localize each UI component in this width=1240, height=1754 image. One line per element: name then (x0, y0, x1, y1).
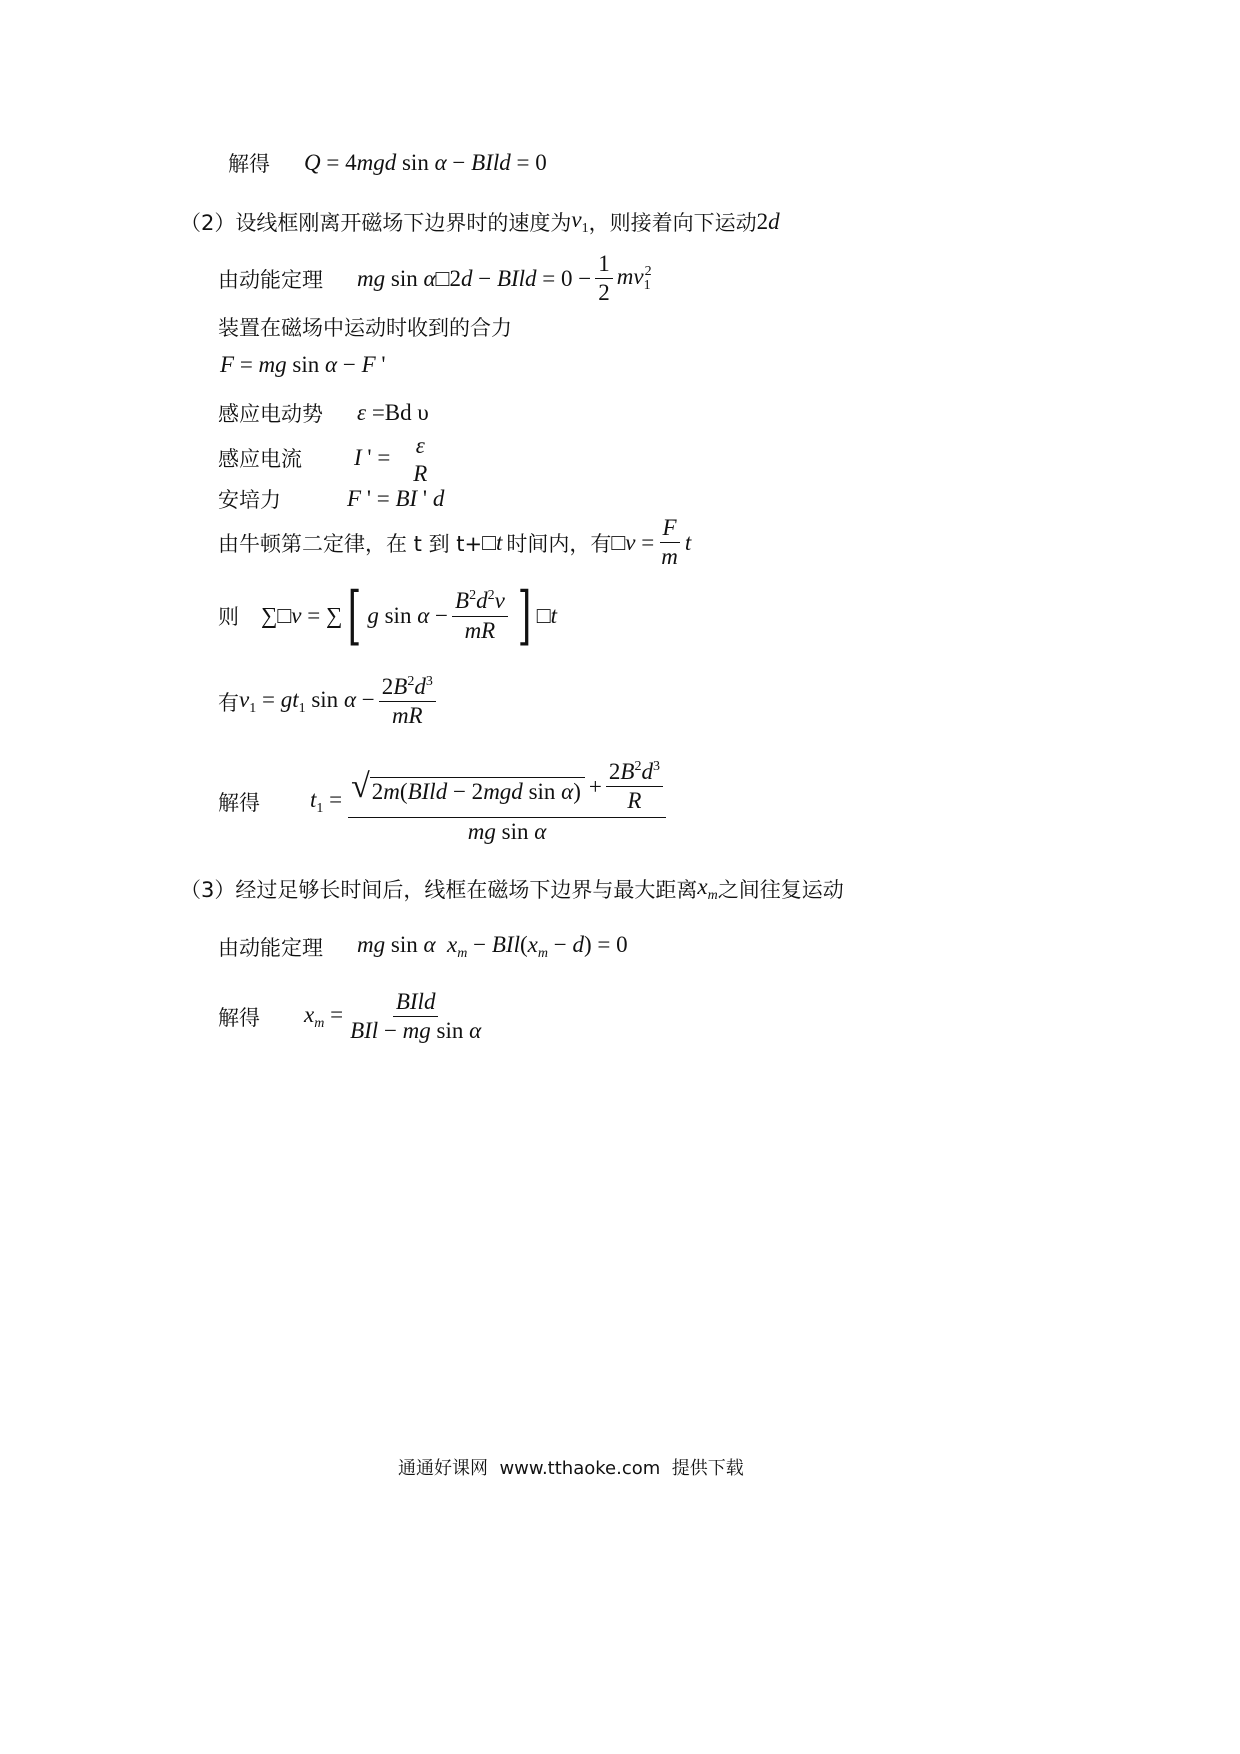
solve-x-label: 解得 (218, 1005, 260, 1030)
current-line (218, 430, 434, 486)
energy-eq2-line (218, 932, 628, 962)
part3-intro-line (180, 874, 844, 904)
2b2d3-over-r: $\frac{2B^2d^3}{R}$ (606, 760, 663, 813)
sqrt-term: √ 2m(BIld − 2mgd sin α) (351, 770, 585, 804)
then-label: 则 (218, 605, 239, 629)
net-force-label-line (218, 312, 512, 342)
part2-intro-tail: ，则接着向下运动 (588, 211, 757, 235)
ampere-line (218, 484, 444, 514)
epsilon-over-r: ε R (413, 433, 428, 487)
f-over-m: $\frac{F}{m}$ (661, 515, 678, 570)
ampere-eq: F ' = BI ' d (347, 486, 445, 511)
xm-eq: $x_m$ = (304, 1001, 344, 1031)
v1-symbol: $v_1$ (571, 207, 589, 236)
half-fraction: $\frac{1}{2}$ (595, 252, 613, 305)
footer-text: 通通好课网 www.tthaoke.com 提供下载 (398, 1458, 744, 1479)
left-bracket: [ (348, 579, 362, 653)
sum-line: 则 ∑□v = ∑ [ g sin α − $\frac{B^2d^2v}{mR}$ ] □t (218, 579, 558, 653)
have-label: 有 (218, 690, 239, 715)
t1-symbol: $t_1$ = (310, 787, 343, 817)
newton-label: 由牛顿第二定律，在 t 到 t+ (218, 531, 483, 556)
v1-line (218, 675, 440, 728)
net-force-eq-line (220, 352, 386, 378)
energy-thm-label2: 由动能定理 (218, 936, 323, 960)
eq-q: Q = 4mgd sin α − BIld = 0 (304, 150, 547, 175)
energy-eq-line: 由动能定理 mg sin α□2d − BIld = 0 − $\frac{1}{2}$ $mv_1^2$ (218, 251, 652, 306)
part3-intro: （3）经过足够长时间后，线框在磁场下边界与最大距离 (180, 878, 698, 902)
xm-line (218, 990, 488, 1043)
newton-label-tail: 时间内，有 (506, 531, 612, 556)
ampere-label: 安培力 (218, 488, 281, 512)
two-d: 2d (756, 209, 780, 234)
energy-thm-label: 由动能定理 (218, 267, 323, 292)
sum-eq: ∑□v = ∑ (261, 603, 343, 628)
energy-eq2: mg sin α $x_m - BIl(x_m - d) = 0$ (357, 932, 628, 961)
newton-line: 由牛顿第二定律，在 t 到 t+ □t 时间内，有 □v = $\frac{F}{m}$ t (218, 515, 692, 570)
xm-fraction: $\frac{\text{BIld}}{\text{BIl − mg sin α}}$ (350, 989, 482, 1044)
energy-eq: mg sin α□2d − BIld = 0 − (357, 265, 592, 291)
solve-q-label: 解得 (228, 152, 270, 176)
t1-line (218, 760, 670, 844)
emf-label: 感应电动势 (218, 402, 323, 426)
current-label: 感应电流 (218, 447, 302, 472)
part3-intro-tail: 之间往复运动 (717, 878, 844, 902)
part2-intro: （2）设线框刚离开磁场下边界时的速度为 (180, 211, 572, 235)
eq-q-line (228, 148, 547, 178)
part2-intro-line (180, 207, 780, 237)
b2d2v-over-mr: $\frac{B^2d^2v}{mR}$ (452, 589, 508, 642)
xm-symbol: $x_m$ (697, 874, 718, 903)
2b2d3-over-mr: $\frac{2B^2d^3}{mR}$ (379, 675, 436, 728)
net-force-eq: F = mg sin α − F ' (220, 352, 386, 377)
net-force-label: 装置在磁场中运动时收到的合力 (218, 316, 512, 340)
v1-eq: $v_1 = gt_1$ sin α − (239, 686, 375, 716)
solve-t-label: 解得 (218, 791, 260, 816)
emf-eq: ε =Bd υ (357, 400, 429, 425)
t1-fraction: √ 2m(BIld − 2mgd sin α) + $\frac{2B^2d^3}{R}$ mg sin α (348, 760, 666, 844)
emf-line (218, 398, 429, 428)
right-bracket: ] (517, 579, 532, 653)
current-eq: I ' = (354, 445, 391, 471)
